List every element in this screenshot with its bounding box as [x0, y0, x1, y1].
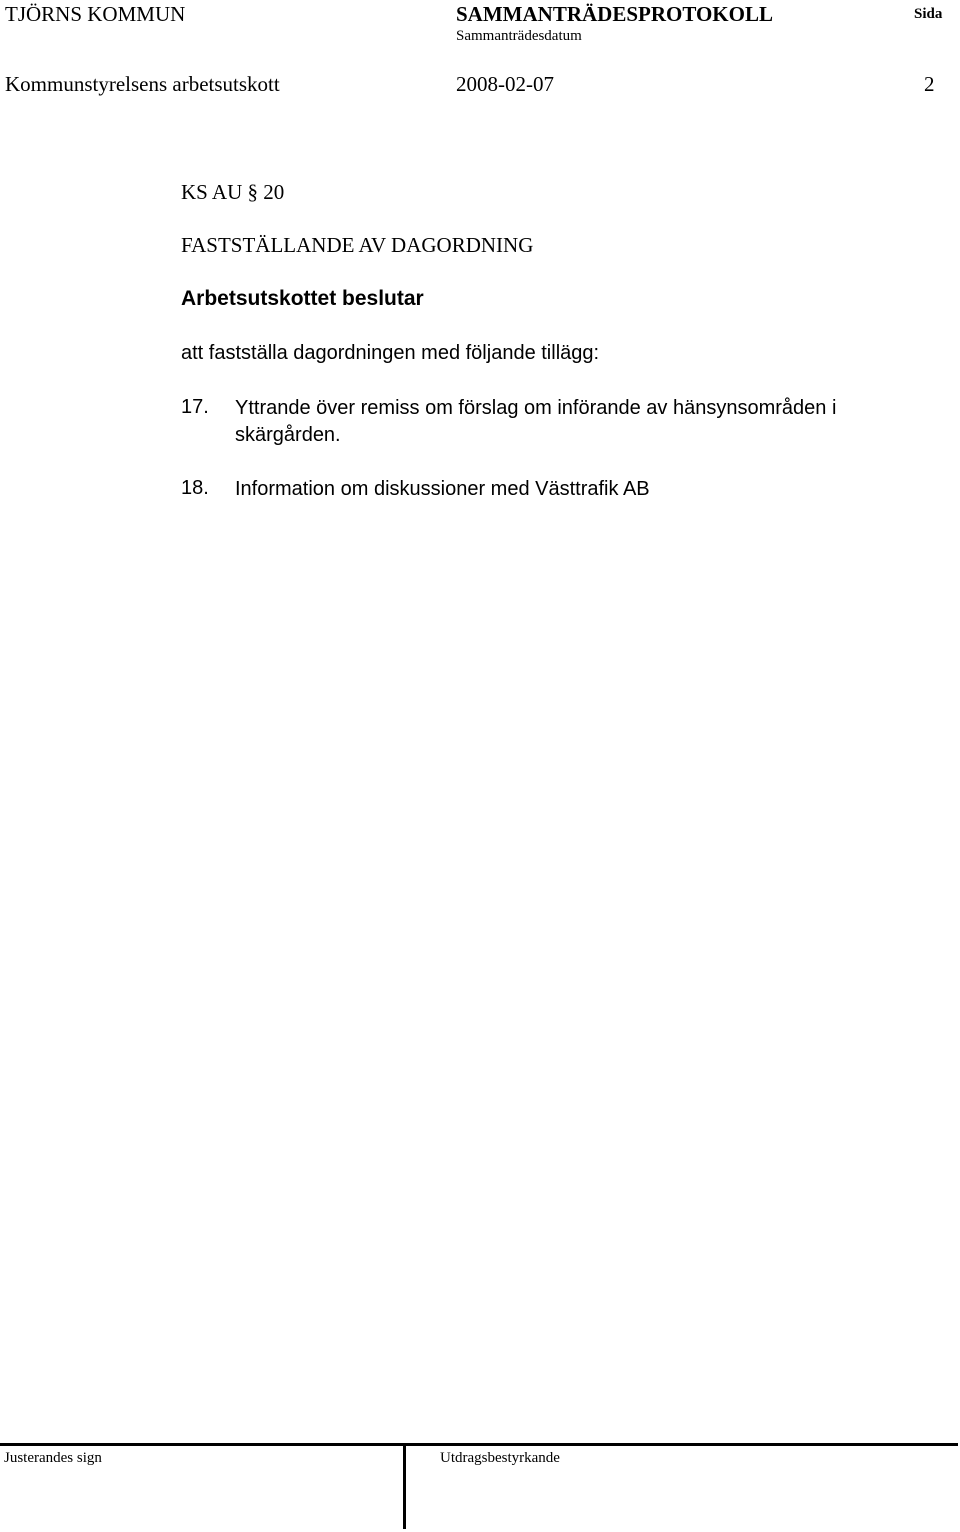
signature-field-label: Justerandes sign — [4, 1450, 102, 1466]
certification-field-label: Utdragsbestyrkande — [440, 1450, 560, 1466]
agenda-item-number: 17. — [181, 396, 209, 418]
agenda-item-number: 18. — [181, 477, 209, 499]
decision-heading: Arbetsutskottet beslutar — [181, 287, 424, 310]
section-reference: KS AU § 20 — [181, 180, 285, 204]
page-number: 2 — [924, 72, 935, 96]
footer-divider — [403, 1443, 406, 1529]
page-label: Sida — [914, 6, 943, 22]
committee-name: Kommunstyrelsens arbetsutskott — [5, 72, 280, 96]
document-type: SAMMANTRÄDESPROTOKOLL — [456, 2, 773, 26]
agenda-item-text: Information om diskussioner med Västtrafik AB — [235, 478, 650, 500]
meeting-date-label: Sammanträdesdatum — [456, 28, 582, 44]
section-title: FASTSTÄLLANDE AV DAGORDNING — [181, 233, 534, 257]
decision-text: att fastställa dagordningen med följande tillägg: — [181, 342, 600, 364]
footer-rule — [0, 1443, 958, 1446]
agenda-item-text: Yttrande över remiss om förslag om införande av hänsynsområden i skärgården. — [235, 397, 837, 446]
municipality-name: TJÖRNS KOMMUN — [5, 2, 186, 26]
meeting-date: 2008-02-07 — [456, 72, 554, 96]
